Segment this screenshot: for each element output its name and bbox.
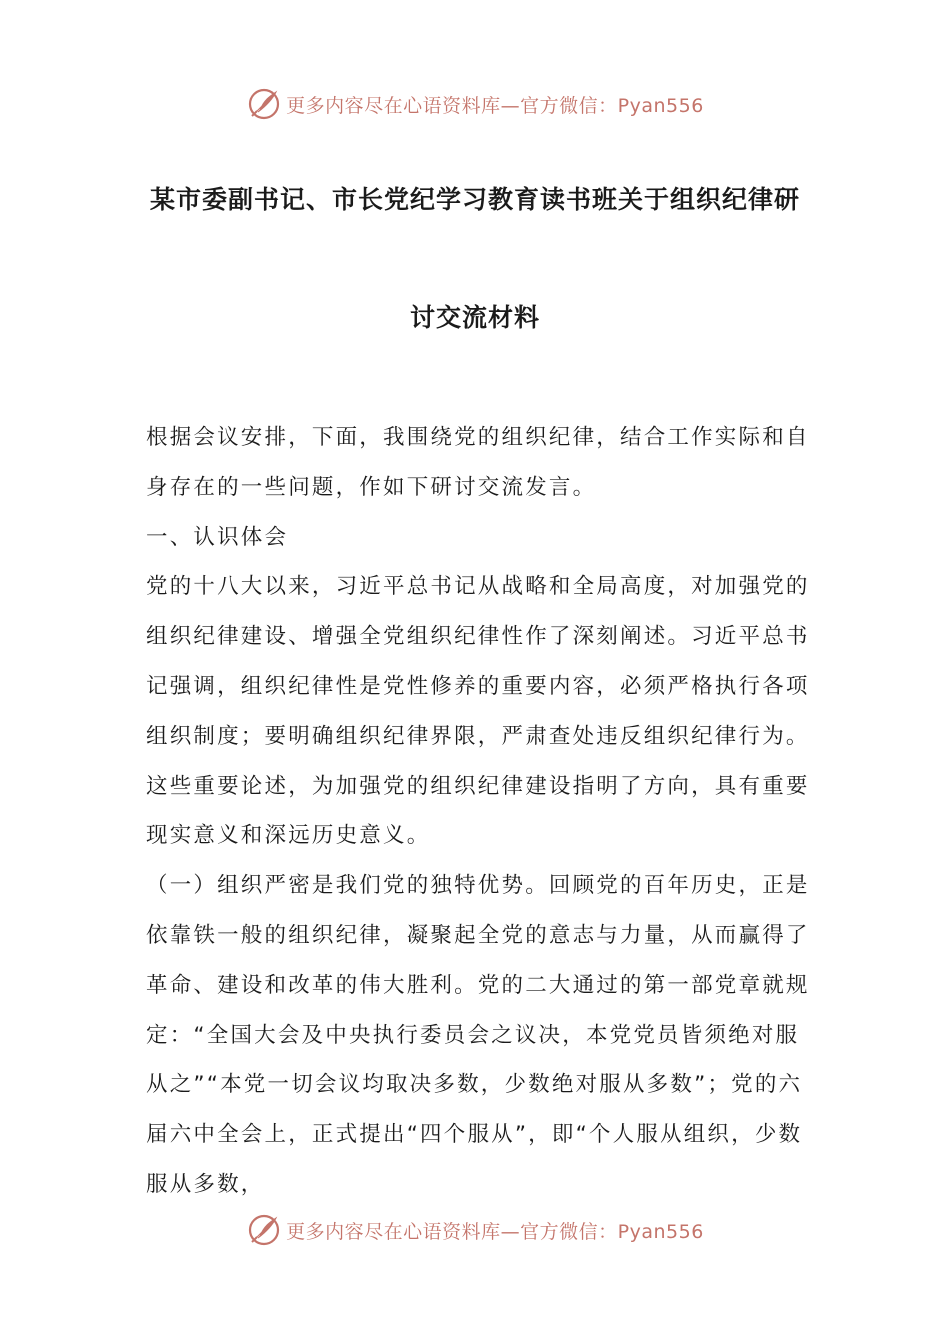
document-title-line-2: 讨交流材料 [409,303,540,332]
header-banner-text: 更多内容尽在心语资料库—官方微信：Pyan556 [286,94,704,117]
document-body [146,413,811,1210]
quill-circle-icon [246,1212,282,1248]
paragraph-body: 党的十八大以来，习近平总书记从战略和全局高度，对加强党的组织纪律建设、增强全党组织纪律性作了深刻阐述。习近平总书记强调，组织纪律性是党性修养的重要内容，必须严格执行各项组织制度；要明确组织纪律界限，严肃查处违反组织纪律行为。这些重要论述，为加强党的组织纪律建设指明了方向，具有重要现实意义和深远历史意义。 [146,574,810,849]
document-title-line-1: 某市委副书记、市长党纪学习教育读书班关于组织纪律研 [149,185,800,214]
header-banner [0,84,950,124]
paragraph-subsection: （一）组织严密是我们党的独特优势。回顾党的百年历史，正是依靠铁一般的组织纪律，凝聚起全党的意志与力量，从而赢得了革命、建设和改革的伟大胜利。党的二大通过的第一部党章就规定：“全国大会及中央执行委员会之议决，本党党员皆须绝对服从之”“本党一切会议均取决多数，少数绝对服从多数”；党的六届六中全会上，正式提出“四个服从”，即“个人服从组织，少数服从多数， [146,873,810,1197]
quill-circle-icon [246,86,282,122]
footer-banner [0,1210,950,1250]
section-heading: 一、认识体会 [146,524,289,550]
footer-banner-text: 更多内容尽在心语资料库—官方微信：Pyan556 [286,1220,704,1243]
paragraph-intro: 根据会议安排，下面，我围绕党的组织纪律，结合工作实际和自身存在的一些问题，作如下研讨交流发言。 [146,425,810,500]
